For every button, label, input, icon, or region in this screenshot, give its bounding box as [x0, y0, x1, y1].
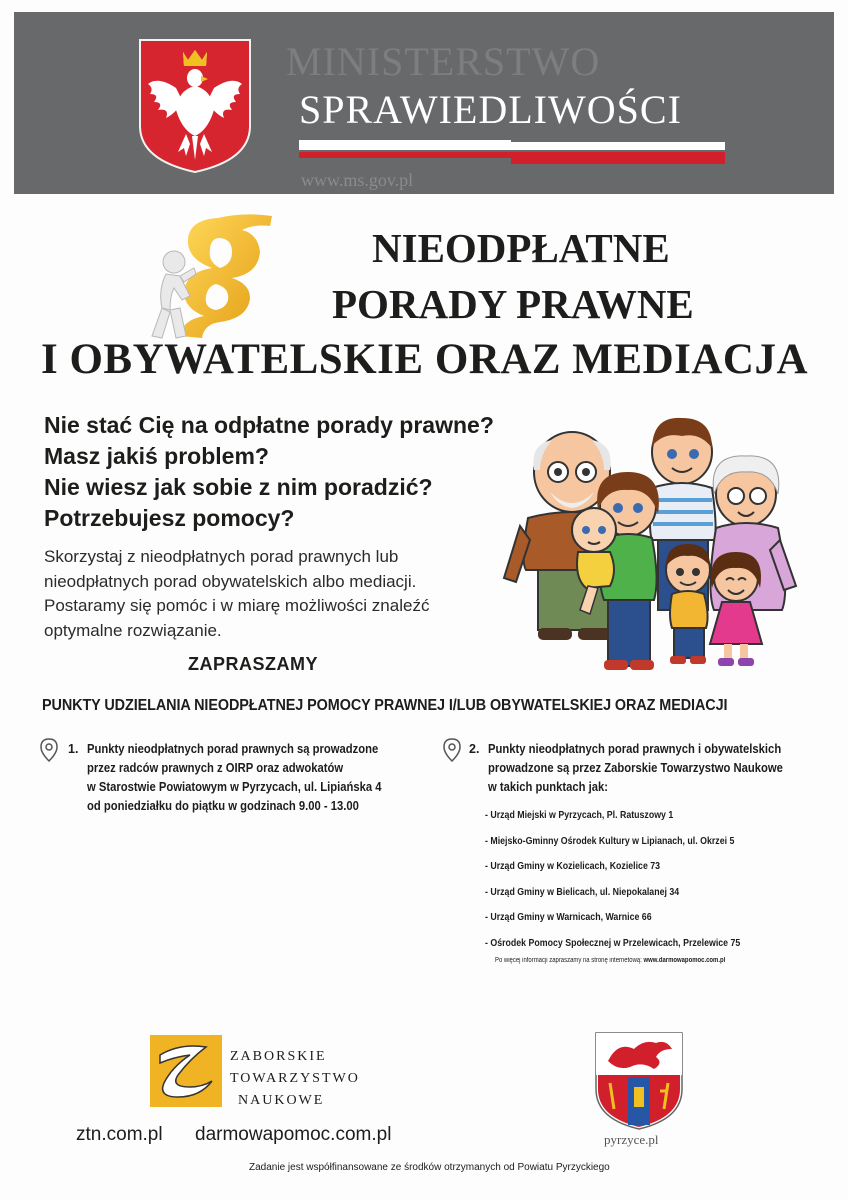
footer-note: Zadanie jest współfinansowane ze środków otrzymanych od Powiatu Pyrzyckiego — [249, 1162, 610, 1173]
point2-line-1: Punkty nieodpłatnych porad prawnych i obywatelskich — [488, 742, 782, 756]
ztn-logo-line2: TOWARZYSTWO — [230, 1071, 360, 1086]
ministry-line1: MINISTERSTWO — [286, 39, 601, 84]
point2-number: 2. — [469, 742, 480, 756]
point1-line-3: w Starostwie Powiatowym w Pyrzycach, ul. Lipiańska 4 — [87, 780, 382, 794]
pyrzyce-coat-of-arms-icon — [594, 1031, 684, 1131]
ztn-link[interactable]: ztn.com.pl — [76, 1124, 163, 1145]
locations-list — [485, 810, 740, 958]
question-4: Potrzebujesz pomocy? — [44, 505, 295, 531]
questions-block — [44, 410, 494, 534]
question-3: Nie wiesz jak sobie z nim poradzić? — [44, 474, 433, 500]
location-item: - Urząd Miejski w Pyrzycach, Pl. Ratuszowy 1 — [485, 810, 674, 821]
point2-line-2: prowadzone są przez Zaborskie Towarzystwo Naukowe — [488, 761, 783, 775]
point2-text — [488, 740, 783, 797]
location-item: - Ośrodek Pomocy Społecznej w Przelewicach, Przelewice 75 — [485, 937, 741, 949]
point1-line-1: Punkty nieodpłatnych porad prawnych są prowadzone — [87, 742, 379, 756]
location-pin-icon — [40, 738, 58, 762]
flag-stripe-red-right — [511, 152, 725, 164]
darmowapomoc-link[interactable]: darmowapomoc.com.pl — [195, 1124, 392, 1145]
boy-figure — [666, 544, 710, 664]
intro-line-4: optymalne rozwiązanie. — [44, 620, 222, 640]
section-heading: PUNKTY UDZIELANIA NIEODPŁATNEJ POMOCY PRAWNEJ I/LUB OBYWATELSKIEJ ORAZ MEDIACJI — [42, 697, 728, 714]
invite-text: ZAPRASZAMY — [188, 654, 318, 674]
ztn-logo-line1: ZABORSKIE — [230, 1049, 327, 1064]
intro-line-1: Skorzystaj z nieodpłatnych porad prawnych lub — [44, 547, 399, 566]
question-1: Nie stać Cię na odpłatne porady prawne? — [44, 412, 494, 438]
flag-stripe-red — [299, 152, 511, 158]
more-info-link[interactable]: www.darmowapomoc.com.pl — [643, 957, 726, 964]
location-item: - Urząd Gminy w Bielicach, ul. Niepokalanej 34 — [485, 886, 680, 898]
flag-stripe-white-right — [511, 142, 725, 150]
polish-eagle-emblem-icon — [138, 38, 252, 174]
intro-paragraph — [44, 545, 429, 643]
point1-number: 1. — [68, 742, 79, 756]
ztn-logo-line3: NAUKOWE — [238, 1093, 325, 1108]
question-2: Masz jakiś problem? — [44, 443, 269, 469]
location-item: - Urząd Gminy w Warnicach, Warnice 66 — [485, 912, 652, 923]
ztn-logo-text — [230, 1046, 360, 1112]
intro-line-2: nieodpłatnych porad obywatelskich albo mediacji. — [44, 571, 417, 591]
title-line2: PORADY PRAWNE — [332, 281, 694, 327]
point1-line-4: od poniedziałku do piątku w godzinach 9.00 - 13.00 — [87, 799, 359, 813]
point1-line-2: przez radców prawnych z OIRP oraz adwokatów — [87, 761, 344, 775]
point1-text — [87, 740, 381, 816]
title-line3: I OBYWATELSKIE ORAZ MEDIACJA — [41, 336, 809, 383]
ministry-line2: SPRAWIEDLIWOŚCI — [299, 87, 682, 132]
more-info-line — [495, 957, 725, 964]
title-line1: NIEODPŁATNE — [372, 225, 670, 271]
location-item: - Urząd Gminy w Kozielicach, Kozielice 73 — [485, 861, 661, 872]
ministry-header — [14, 12, 834, 194]
intro-line-3: Postaramy się pomóc i w miarę możliwości znaleźć — [44, 596, 430, 615]
more-info-prefix: Po więcej informacji zapraszamy na stronę internetową: — [495, 957, 642, 964]
family-illustration-icon — [500, 410, 800, 678]
paragraph-sign-figure-icon — [140, 212, 290, 342]
ztn-logo-icon — [150, 1035, 222, 1107]
location-item: - Miejsko-Gminny Ośrodek Kultury w Lipianach, ul. Okrzei 5 — [485, 835, 735, 847]
pyrzyce-link[interactable]: pyrzyce.pl — [604, 1132, 659, 1147]
ministry-website-link[interactable]: www.ms.gov.pl — [301, 170, 414, 190]
location-pin-icon — [443, 738, 461, 762]
flag-stripe-white — [299, 140, 511, 150]
point2-line-3: w takich punktach jak: — [488, 780, 609, 794]
